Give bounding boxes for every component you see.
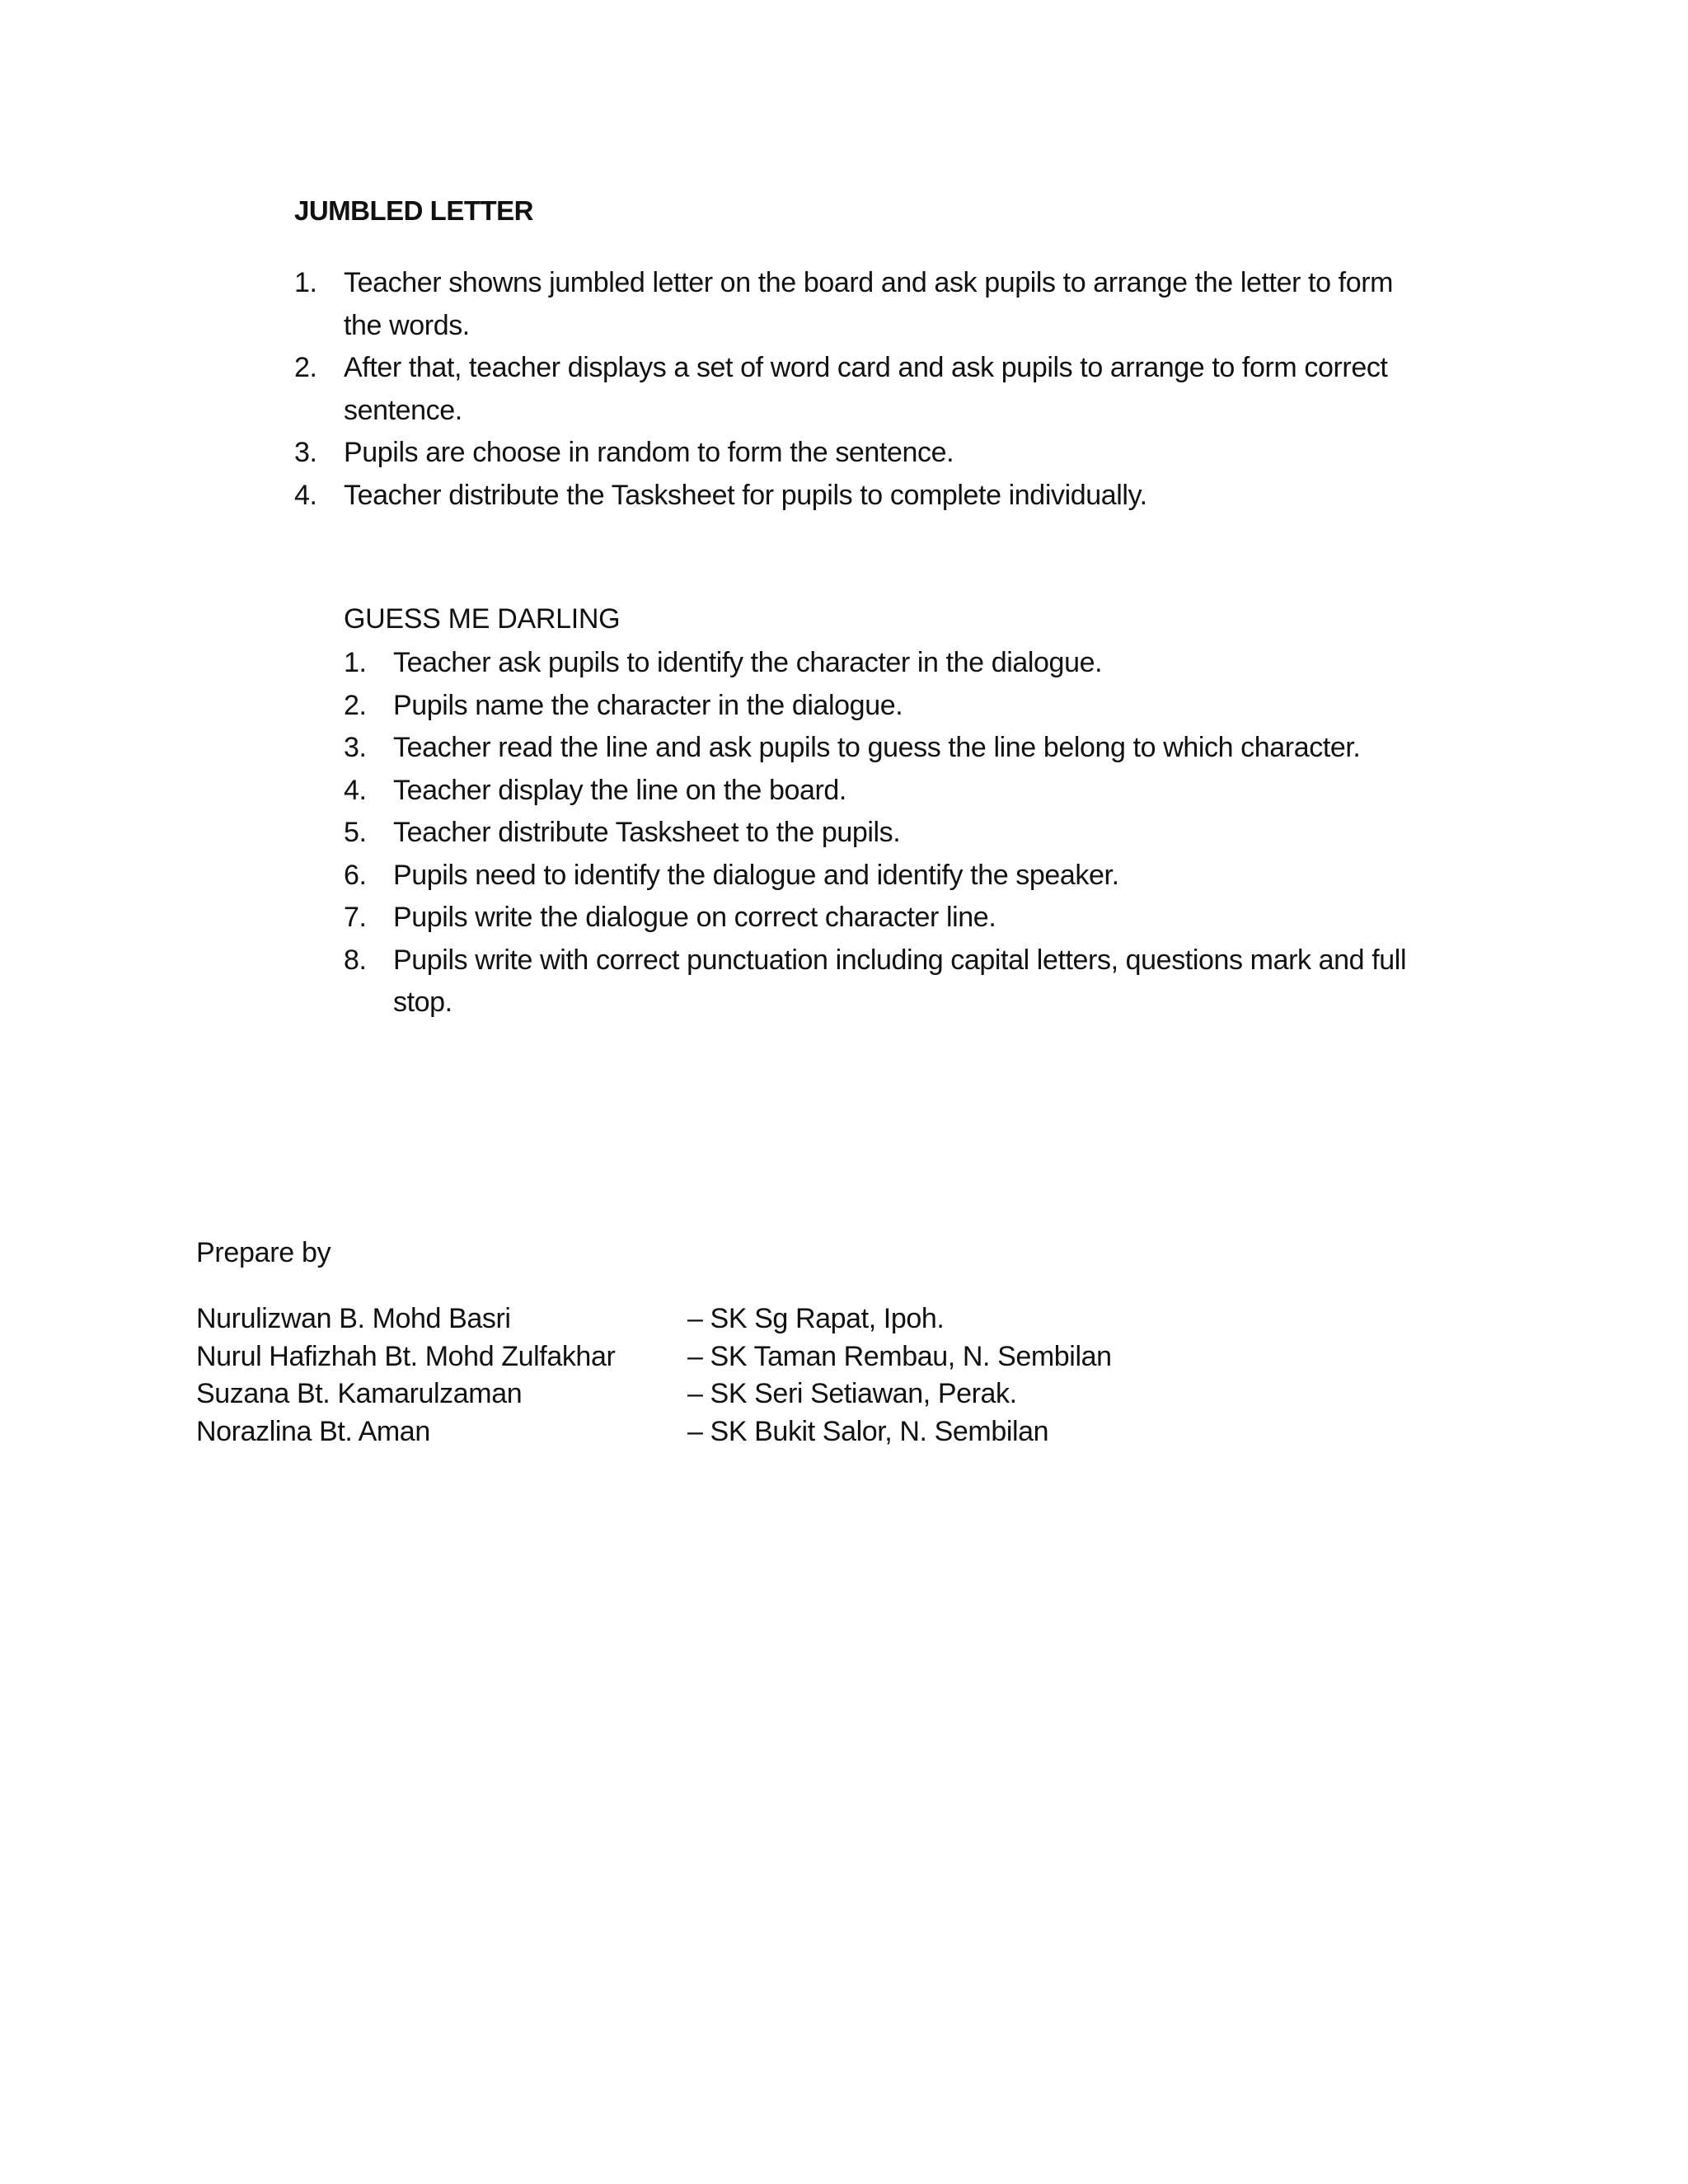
list-item: 4. Teacher distribute the Tasksheet for pupils to complete individually. — [294, 479, 1147, 511]
prepared-by-title: Prepare by — [196, 1237, 331, 1268]
contributors-list — [196, 1301, 1432, 1451]
guess-me-darling-section — [344, 602, 1514, 635]
contributor-school: – SK Sg Rapat, Ipoh. — [687, 1303, 945, 1334]
contributor-row — [196, 1338, 1432, 1376]
prepared-by-section — [196, 1236, 1432, 1269]
guess-me-darling-heading: GUESS ME DARLING — [344, 603, 621, 635]
contributor-name: Nurulizwan B. Mohd Basri — [196, 1303, 511, 1334]
list-item: 1. Teacher ask pupils to identify the character in the dialogue. — [344, 647, 1103, 678]
list-item: 3. Teacher read the line and ask pupils to guess the line belong to which character. — [344, 732, 1361, 763]
list-item: 4. Teacher display the line on the board. — [344, 774, 846, 806]
jumbled-letter-heading: JUMBLED LETTER — [294, 195, 533, 226]
list-item: 8. Pupils write with correct punctuation including capital letters, questions mark and full stop. — [344, 944, 1407, 1018]
list-item: 5. Teacher distribute Tasksheet to the pupils. — [344, 817, 901, 848]
contributor-school: – SK Taman Rembau, N. Sembilan — [687, 1340, 1112, 1372]
contributor-name: Suzana Bt. Kamarulzaman — [196, 1378, 523, 1409]
jumbled-letter-steps — [294, 262, 1498, 517]
contributor-row — [196, 1413, 1432, 1451]
list-item: 2. Pupils name the character in the dialogue. — [344, 689, 903, 721]
list-item: 1. Teacher showns jumbled letter on the board and ask pupils to arrange the letter to form the words. — [294, 267, 1394, 341]
list-item: 3. Pupils are choose in random to form the sentence. — [294, 437, 954, 468]
guess-me-darling-steps — [344, 642, 1547, 1024]
jumbled-letter-section — [294, 194, 1465, 227]
contributor-school: – SK Seri Setiawan, Perak. — [687, 1378, 1017, 1409]
list-item: 7. Pupils write the dialogue on correct character line. — [344, 902, 996, 933]
contributor-school: – SK Bukit Salor, N. Sembilan — [687, 1415, 1049, 1447]
list-item: 2. After that, teacher displays a set of word card and ask pupils to arrange to form correct sentence. — [294, 352, 1388, 426]
list-item: 6. Pupils need to identify the dialogue and identify the speaker. — [344, 859, 1119, 891]
contributor-row — [196, 1301, 1432, 1338]
contributor-name: Nurul Hafizhah Bt. Mohd Zulfakhar — [196, 1340, 616, 1372]
contributor-row — [196, 1376, 1432, 1413]
contributor-name: Norazlina Bt. Aman — [196, 1415, 430, 1447]
